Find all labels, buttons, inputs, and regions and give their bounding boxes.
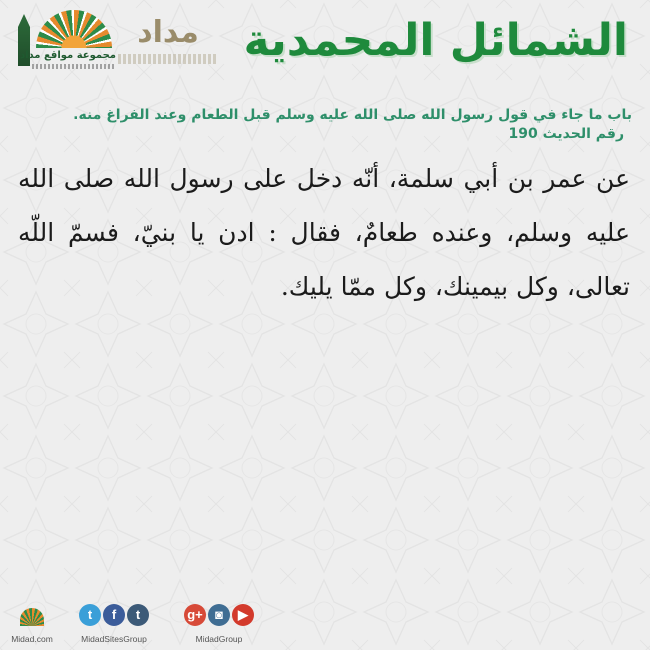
footer-group-label: MidadGroup (195, 634, 243, 644)
midad-logo-text: مداد (137, 15, 199, 50)
book-title: الشمائل المحمدية (243, 15, 628, 66)
midad-logo[interactable] (118, 14, 218, 66)
footer-site-label: Midad.com (11, 634, 53, 644)
footer-group-sites-label: MidadSitesGroup (81, 634, 147, 644)
social-icons-group-sites (66, 604, 162, 628)
chapter-title: باب ما جاء في قول رسول الله صلى الله عليه وسلم قبل الطعام وعند الفراغ منه. (73, 107, 632, 123)
tumblr-icon[interactable]: t (127, 604, 149, 626)
footer-site-link[interactable] (6, 598, 58, 648)
dome-icon (36, 10, 112, 48)
twitter-icon[interactable]: t (79, 604, 101, 626)
midad-mini-icon (20, 608, 44, 626)
youtube-icon[interactable]: ▶ (232, 604, 254, 626)
midad-group-logo[interactable] (10, 10, 116, 70)
hadith-number: رقم الحديث 190 (508, 126, 624, 142)
footer (0, 598, 650, 650)
site-mark (6, 604, 58, 628)
social-icons-group (176, 604, 262, 628)
instagram-icon[interactable]: ◙ (208, 604, 230, 626)
group-logo-url (32, 64, 116, 69)
logo-tagline (118, 54, 218, 64)
google-plus-icon[interactable]: g+ (184, 604, 206, 626)
hadith-text: عن عمر بن أبي سلمة، أنّه دخل على رسول الله صلى الله عليه وسلم، وعنده طعامٌ، فقال : ادن يا بنيّ، فسمّ اللّه تعالى، وكل بيمينك، وكل ممّا يليك. (18, 164, 630, 301)
group-logo-name: مجموعة مواقع مداد (19, 50, 116, 61)
header (0, 0, 650, 95)
facebook-icon[interactable]: f (103, 604, 125, 626)
footer-group (176, 598, 262, 648)
footer-group-sites (66, 598, 162, 648)
